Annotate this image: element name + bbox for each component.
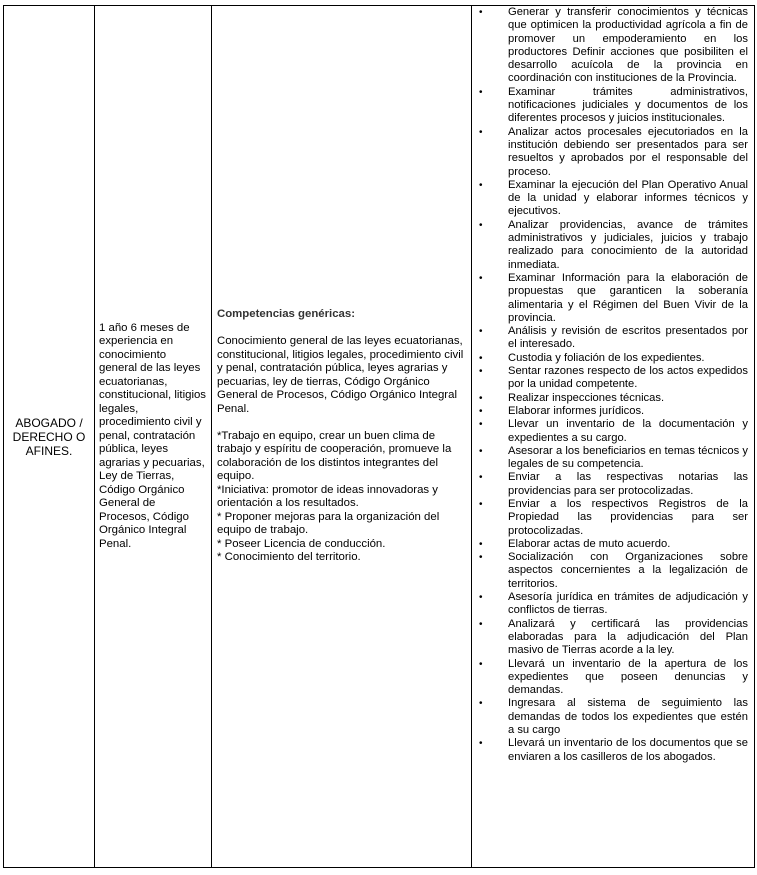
- duty-item: [472, 471, 748, 498]
- bullet-icon: •: [479, 392, 483, 404]
- competencies-heading: Competencias genéricas:: [217, 308, 356, 321]
- bullet-icon: •: [479, 405, 483, 417]
- bullet-icon: •: [479, 698, 483, 710]
- duty-item: [472, 126, 748, 179]
- duties-cell: [472, 6, 755, 868]
- duty-item: [472, 272, 748, 325]
- duty-item: [472, 445, 748, 472]
- duty-item: [472, 365, 748, 392]
- job-profile-table: [3, 5, 755, 868]
- competency-item: *Iniciativa: promotor de ideas innovadoras y orientación a los resultados.: [217, 483, 438, 510]
- table-row: [4, 6, 755, 868]
- job-title: ABOGADO / DERECHO O AFINES.: [12, 415, 86, 458]
- bullet-icon: •: [479, 498, 483, 510]
- duty-item: [472, 737, 748, 764]
- bullet-icon: •: [479, 618, 483, 630]
- bullet-icon: •: [479, 658, 483, 670]
- duty-item: [472, 219, 748, 272]
- duty-item: [472, 697, 748, 737]
- duty-text: Realizar inspecciones técnicas.: [508, 391, 665, 404]
- duty-item: [472, 498, 748, 538]
- duty-text: Llevará un inventario de la apertura de los expedientes que poseen denuncias y demandas.: [508, 657, 748, 697]
- competencies-cell: [212, 6, 472, 868]
- bullet-icon: •: [479, 352, 483, 364]
- duties-list: [472, 6, 748, 764]
- duty-item: [472, 179, 748, 219]
- duty-text: Analizar providencias, avance de trámites administrativos y judiciales, juicios y trabajo realizado para conocimiento de la autoridad inmediata.: [508, 218, 748, 271]
- bullet-icon: •: [479, 472, 483, 484]
- duty-item: [472, 86, 748, 126]
- duty-item: [472, 352, 748, 365]
- bullet-icon: •: [479, 219, 483, 231]
- bullet-icon: •: [479, 552, 483, 564]
- duty-text: Examinar Información para la elaboración de propuestas que garanticen la soberanía alimentaria y el Régimen del Buen Vivir de la provincia.: [508, 271, 748, 324]
- bullet-icon: •: [479, 419, 483, 431]
- duty-text: Enviar a los respectivos Registros de la Propiedad las providencias para ser protocolizadas.: [508, 497, 748, 537]
- duty-item: [472, 6, 748, 86]
- experience-cell: [95, 6, 212, 868]
- duty-text: Análisis y revisión de escritos presentados por el interesado.: [508, 325, 748, 351]
- duty-text: Socialización con Organizaciones sobre aspectos concernientes a la legalización de territorios.: [508, 551, 748, 590]
- spacer: [217, 416, 466, 430]
- job-title-cell: [4, 6, 95, 868]
- bullet-icon: •: [479, 326, 483, 338]
- bullet-icon: •: [479, 126, 483, 138]
- duty-text: Analizará y certificará las providencias elaboradas para la adjudicación del Plan masivo de Tierras acorde a la ley.: [508, 617, 748, 657]
- duty-text: Sentar razones respecto de los actos expedidos por la unidad competente.: [508, 365, 748, 391]
- duty-item: [472, 618, 748, 658]
- duty-text: Ingresara al sistema de seguimiento las demandas de todos los expedientes que estén a su cargo: [508, 697, 748, 737]
- duty-item: [472, 591, 748, 618]
- duty-item: [472, 551, 748, 591]
- duty-text: Enviar a las respectivas notarias las providencias para ser protocolizadas.: [508, 471, 748, 497]
- bullet-icon: •: [479, 445, 483, 457]
- duty-text: Elaborar actas de muto acuerdo.: [508, 537, 671, 550]
- duty-text: Asesorar a los beneficiarios en temas técnicos y legales de su competencia.: [508, 444, 748, 471]
- bullet-icon: •: [479, 179, 483, 191]
- duty-text: Custodia y foliación de los expedientes.: [508, 351, 705, 364]
- duty-text: Elaborar informes jurídicos.: [508, 404, 645, 417]
- experience-text: 1 año 6 meses de experiencia en conocimiento general de las leyes ecuatorianas, constitucional, litigios legales, procedimiento civil y penal, contratación pública, leyes agrarias y pecuarias, Ley de Tierras, Código Orgánico General de Procesos, Código Orgánico Integral Penal.: [99, 321, 206, 550]
- competency-item: * Proponer mejoras para la organización del equipo de trabajo.: [217, 510, 440, 537]
- duty-text: Examinar la ejecución del Plan Operativo Anual de la unidad y elaborar informes técnicos y ejecutivos.: [508, 178, 748, 218]
- bullet-icon: •: [479, 86, 483, 98]
- competency-item: * Poseer Licencia de conducción.: [217, 537, 386, 550]
- bullet-icon: •: [479, 538, 483, 550]
- bullet-icon: •: [479, 366, 483, 378]
- duty-text: Asesoría jurídica en trámites de adjudicación y conflictos de tierras.: [508, 591, 748, 617]
- competencies-knowledge: Conocimiento general de las leyes ecuatorianas, constitucional, litigios legales, procedimiento civil y penal, contratación pública, leyes agrarias y pecuarias, ley de tierras, Código Orgánico General de Procesos, Código Orgánico Integral Penal.: [217, 335, 464, 415]
- duty-item: [472, 538, 748, 551]
- bullet-icon: •: [479, 592, 483, 604]
- bullet-icon: •: [479, 738, 483, 750]
- duty-text: Analizar actos procesales ejecutoriados en la institución debiendo ser presentados para ser resueltos y aprobados por el responsable del proceso.: [508, 125, 748, 178]
- competency-item: *Trabajo en equipo, crear un buen clima de trabajo y espíritu de cooperación, promueve la colaboración de los distintos integrantes del equipo.: [217, 429, 452, 483]
- duty-item: [472, 325, 748, 352]
- bullet-icon: •: [479, 272, 483, 284]
- competency-item: * Conocimiento del territorio.: [217, 551, 361, 564]
- duty-item: [472, 405, 748, 418]
- duty-text: Llevará un inventario de los documentos que se enviaren a los casilleros de los abogados.: [508, 737, 748, 763]
- duty-item: [472, 418, 748, 445]
- duty-text: Llevar un inventario de la documentación y expedientes a su cargo.: [508, 418, 748, 444]
- duty-text: Generar y transferir conocimientos y técnicas que optimicen la productividad agrícola a fin de promover un empoderamiento en los productores Definir acciones que posibiliten el desarrollo acuícola de la provincia en coordinación con instituciones de la Provincia.: [508, 6, 748, 85]
- duty-item: [472, 392, 748, 405]
- bullet-icon: •: [479, 7, 483, 18]
- duty-item: [472, 658, 748, 698]
- duty-text: Examinar trámites administrativos, notificaciones judiciales y documentos de los diferentes procesos y juicios institucionales.: [508, 85, 748, 125]
